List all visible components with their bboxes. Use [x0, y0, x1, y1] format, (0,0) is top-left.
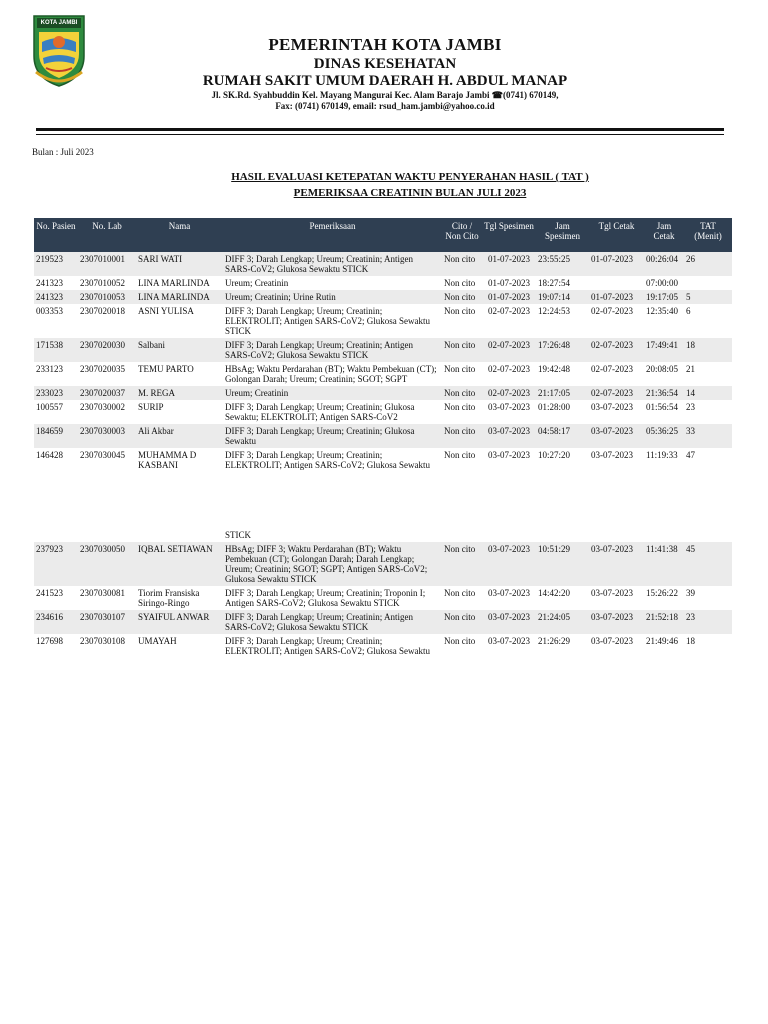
cell-tat: 5 [684, 290, 732, 304]
cell-tat: 23 [686, 402, 695, 412]
cell-pemeriksaan: DIFF 3; Darah Lengkap; Ureum; Creatinin; Glukosa Sewaktu [223, 424, 442, 448]
cell-jam-cetak: 19:17:05 [644, 290, 684, 304]
cell-tat [684, 528, 732, 542]
cell-tgl-spesimen: 03-07-2023 [482, 610, 536, 634]
cell-no-pasien: 234616 [34, 610, 78, 634]
cell-tgl-spesimen: 01-07-2023 [488, 278, 530, 288]
cell-no-lab: 2307020035 [80, 364, 125, 374]
cell-no-pasien: 146428 [36, 450, 63, 460]
cell-jam-cetak: 05:36:25 [644, 424, 684, 448]
cell-cito: Non cito [444, 636, 476, 646]
cell-pemeriksaan: DIFF 3; Darah Lengkap; Ureum; Creatinin; Troponin I; Antigen SARS-CoV2; Glukosa Sewaktu STICK [225, 588, 426, 608]
cell-no-pasien: 241323 [36, 278, 63, 288]
cell-nama: UMAYAH [138, 636, 177, 646]
cell-jam-spesimen: 10:51:29 [536, 542, 589, 586]
cell-pemeriksaan: DIFF 3; Darah Lengkap; Ureum; Creatinin; ELEKTROLIT; Antigen SARS-CoV2; Glukosa Sewaktu [225, 450, 430, 470]
cell-jam-spesimen: 21:26:29 [538, 636, 571, 646]
cell-nama: SYAIFUL ANWAR [136, 610, 223, 634]
letterhead-department: DINAS KESEHATAN [313, 56, 457, 72]
cell-tgl-cetak: 03-07-2023 [589, 610, 644, 634]
cell-cito: Non cito [442, 386, 482, 400]
cell-tat [684, 276, 732, 290]
report-subtitle: PEMERIKSAA CREATININ BULAN JULI 2023 [293, 187, 527, 199]
cell-tgl-spesimen: 03-07-2023 [482, 542, 536, 586]
cell-jam-spesimen: 01:28:00 [538, 402, 571, 412]
cell-tat: 21 [686, 364, 695, 374]
cell-no-pasien: 233023 [34, 386, 78, 400]
cell-tgl-cetak: 01-07-2023 [589, 252, 644, 276]
cell-tgl-cetak [589, 276, 644, 290]
cell-tat: 26 [684, 252, 732, 276]
table-row [34, 338, 732, 362]
table-row [34, 542, 732, 586]
col-header-cito: Cito / Non Cito [442, 218, 482, 252]
cell-cito: Non cito [444, 364, 476, 374]
cell-nama: TEMU PARTO [138, 364, 194, 374]
cell-nama: SARI WATI [136, 252, 223, 276]
cell-cito: Non cito [442, 252, 482, 276]
cell-jam-spesimen: 14:42:20 [538, 588, 571, 598]
cell-nama: LINA MARLINDA [136, 290, 223, 304]
letterhead-government: PEMERINTAH KOTA JAMBI [268, 35, 502, 54]
table-row [34, 424, 732, 448]
cell-jam-spesimen: 23:55:25 [536, 252, 589, 276]
cell-tgl-spesimen: 03-07-2023 [488, 450, 530, 460]
cell-jam-spesimen: 17:26:48 [536, 338, 589, 362]
cell-no-lab: 2307030081 [80, 588, 125, 598]
cell-tgl-spesimen: 03-07-2023 [488, 402, 530, 412]
cell-tgl-spesimen: 01-07-2023 [482, 252, 536, 276]
emblem-banner-text: KOTA JAMBI [40, 20, 78, 26]
cell-jam-spesimen: 10:27:20 [538, 450, 571, 460]
cell-pemeriksaan: HBsAg; DIFF 3; Waktu Perdarahan (BT); Waktu Pembekuan (CT); Golongan Darah; Darah Lengkap; Ureum; Creatinin; SGOT; SGPT; Antigen SARS-CoV2; Glukosa Sewaktu STICK [223, 542, 442, 586]
cell-nama: LINA MARLINDA [138, 278, 210, 288]
cell-pemeriksaan: DIFF 3; Darah Lengkap; Ureum; Creatinin; Glukosa Sewaktu; ELEKTROLIT; Antigen SARS-CoV2 [225, 402, 415, 422]
cell-jam-cetak: 15:26:22 [646, 588, 679, 598]
header-rule-thin [36, 134, 724, 135]
cell-tat: 33 [684, 424, 732, 448]
cell-no-pasien: 003353 [36, 306, 63, 316]
cell-jam-cetak: 20:08:05 [646, 364, 679, 374]
cell-tgl-spesimen [482, 528, 536, 542]
cell-cito: Non cito [444, 450, 476, 460]
cell-jam-cetak: 11:19:33 [646, 450, 678, 460]
cell-pemeriksaan: DIFF 3; Darah Lengkap; Ureum; Creatinin; Antigen SARS-CoV2; Glukosa Sewaktu STICK [223, 338, 442, 362]
col-header-no-pasien: No. Pasien [34, 218, 78, 252]
cell-tat: 45 [684, 542, 732, 586]
cell-no-lab: 2307030002 [80, 402, 125, 412]
cell-jam-spesimen [536, 528, 589, 542]
cell-jam-spesimen: 19:42:48 [538, 364, 571, 374]
cell-no-pasien: 233123 [36, 364, 63, 374]
cell-jam-cetak: 21:49:46 [646, 636, 679, 646]
cell-nama: IQBAL SETIAWAN [136, 542, 223, 586]
cell-jam-cetak: 12:35:40 [646, 306, 679, 316]
cell-tgl-cetak: 03-07-2023 [591, 450, 633, 460]
cell-nama: Salbani [136, 338, 223, 362]
cell-no-pasien [34, 528, 78, 542]
table-row [34, 586, 732, 610]
cell-tat: 18 [684, 338, 732, 362]
cell-jam-cetak: 01:56:54 [646, 402, 679, 412]
table-row [34, 400, 732, 424]
cell-jam-cetak: 21:36:54 [644, 386, 684, 400]
cell-cito: Non cito [442, 610, 482, 634]
cell-no-pasien: 184659 [34, 424, 78, 448]
cell-no-pasien: 100557 [36, 402, 63, 412]
table-row [34, 386, 732, 400]
cell-jam-cetak: 21:52:18 [644, 610, 684, 634]
table-row [34, 252, 732, 276]
cell-pemeriksaan: Ureum; Creatinin [223, 386, 442, 400]
cell-tat: 47 [686, 450, 695, 460]
cell-nama: ASNI YULISA [138, 306, 194, 316]
cell-tgl-cetak: 01-07-2023 [589, 290, 644, 304]
col-header-pemeriksaan: Pemeriksaan [223, 218, 442, 252]
cell-no-pasien: 241523 [36, 588, 63, 598]
letterhead-hospital: RUMAH SAKIT UMUM DAERAH H. ABDUL MANAP [202, 73, 568, 89]
cell-tgl-spesimen: 02-07-2023 [482, 338, 536, 362]
cell-no-lab: 2307010053 [78, 290, 136, 304]
table-row [34, 448, 732, 528]
cell-jam-spesimen: 21:17:05 [536, 386, 589, 400]
cell-tgl-cetak: 03-07-2023 [591, 636, 633, 646]
col-header-tat: TAT (Menit) [684, 218, 732, 252]
month-label: Bulan : Juli 2023 [32, 147, 94, 157]
cell-no-lab: 2307030108 [80, 636, 125, 646]
cell-jam-cetak: 07:00:00 [646, 278, 679, 288]
cell-tgl-cetak: 03-07-2023 [591, 588, 633, 598]
cell-jam-spesimen: 21:24:05 [536, 610, 589, 634]
cell-jam-spesimen: 12:24:53 [538, 306, 571, 316]
cell-no-pasien: 219523 [34, 252, 78, 276]
cell-cito: Non cito [444, 588, 476, 598]
cell-jam-cetak [644, 528, 684, 542]
cell-nama: SURIP [138, 402, 164, 412]
cell-tgl-spesimen: 01-07-2023 [482, 290, 536, 304]
cell-pemeriksaan: DIFF 3; Darah Lengkap; Ureum; Creatinin; Antigen SARS-CoV2; Glukosa Sewaktu STICK [223, 252, 442, 276]
cell-nama: Ali Akbar [136, 424, 223, 448]
tat-table [34, 218, 732, 658]
cell-no-lab: 2307030045 [80, 450, 125, 460]
cell-cito: Non cito [444, 402, 476, 412]
table-row [34, 290, 732, 304]
col-header-jam-spesimen: Jam Spesimen [536, 218, 589, 252]
kota-jambi-emblem [30, 12, 88, 88]
cell-tat: 39 [686, 588, 695, 598]
cell-tgl-cetak: 03-07-2023 [591, 402, 633, 412]
table-row [34, 634, 732, 658]
table-row [34, 362, 732, 386]
cell-tat: 18 [686, 636, 695, 646]
cell-tgl-spesimen: 03-07-2023 [488, 636, 530, 646]
cell-no-pasien: 127698 [36, 636, 63, 646]
cell-tgl-cetak [589, 528, 644, 542]
cell-tgl-spesimen: 02-07-2023 [488, 364, 530, 374]
cell-tgl-cetak: 03-07-2023 [589, 424, 644, 448]
cell-tgl-cetak: 02-07-2023 [591, 364, 633, 374]
cell-pemeriksaan: HBsAg; Waktu Perdarahan (BT); Waktu Pembekuan (CT); Golongan Darah; Ureum; Creatinin; SGOT; SGPT [225, 364, 437, 384]
cell-cito: Non cito [442, 290, 482, 304]
cell-tgl-spesimen: 02-07-2023 [488, 306, 530, 316]
cell-tgl-cetak: 02-07-2023 [589, 386, 644, 400]
cell-cito [442, 528, 482, 542]
col-header-tgl-spesimen: Tgl Spesimen [482, 218, 536, 252]
cell-no-lab: 2307010052 [80, 278, 125, 288]
cell-nama: MUHAMMA D KASBANI [138, 450, 197, 470]
cell-no-lab: 2307020018 [80, 306, 125, 316]
cell-tat: 14 [684, 386, 732, 400]
table-row [34, 610, 732, 634]
cell-no-lab: 2307020030 [78, 338, 136, 362]
cell-tgl-spesimen: 03-07-2023 [488, 588, 530, 598]
table-header-row [34, 218, 732, 252]
cell-jam-cetak: 17:49:41 [644, 338, 684, 362]
cell-cito: Non cito [444, 306, 476, 316]
cell-nama [136, 528, 223, 542]
table-row [34, 528, 732, 542]
cell-cito: Non cito [442, 338, 482, 362]
col-header-no-lab: No. Lab [78, 218, 136, 252]
header-rule-thick [36, 128, 724, 131]
cell-pemeriksaan: STICK [225, 530, 252, 540]
cell-tat: 6 [686, 306, 691, 316]
cell-no-pasien: 237923 [34, 542, 78, 586]
cell-cito: Non cito [442, 542, 482, 586]
letterhead-address: Jl. SK.Rd. Syahbuddin Kel. Mayang Mangurai Kec. Alam Barajo Jambi ☎(0741) 670149, [211, 90, 559, 100]
col-header-nama: Nama [136, 218, 223, 252]
cell-pemeriksaan: DIFF 3; Darah Lengkap; Ureum; Creatinin; ELEKTROLIT; Antigen SARS-CoV2; Glukosa Sewaktu [225, 636, 430, 656]
cell-jam-spesimen: 18:27:54 [538, 278, 571, 288]
cell-no-lab: 2307030003 [78, 424, 136, 448]
letterhead-contact: Fax: (0741) 670149, email: rsud_ham.jambi@yahoo.co.id [275, 101, 495, 111]
cell-tgl-cetak: 03-07-2023 [589, 542, 644, 586]
cell-no-lab: 2307010001 [78, 252, 136, 276]
cell-no-lab [78, 528, 136, 542]
cell-pemeriksaan: DIFF 3; Darah Lengkap; Ureum; Creatinin; Antigen SARS-CoV2; Glukosa Sewaktu STICK [223, 610, 442, 634]
cell-jam-cetak: 00:26:04 [644, 252, 684, 276]
letterhead [170, 34, 600, 112]
cell-pemeriksaan: Ureum; Creatinin; Urine Rutin [223, 290, 442, 304]
cell-no-pasien: 171538 [34, 338, 78, 362]
col-header-jam-cetak: Jam Cetak [644, 218, 684, 252]
cell-tgl-spesimen: 02-07-2023 [482, 386, 536, 400]
cell-no-pasien: 241323 [34, 290, 78, 304]
cell-tgl-cetak: 02-07-2023 [591, 306, 633, 316]
cell-tgl-cetak: 02-07-2023 [589, 338, 644, 362]
cell-cito: Non cito [442, 424, 482, 448]
report-title: HASIL EVALUASI KETEPATAN WAKTU PENYERAHAN HASIL ( TAT ) [231, 171, 589, 183]
cell-pemeriksaan: DIFF 3; Darah Lengkap; Ureum; Creatinin; ELEKTROLIT; Antigen SARS-CoV2; Glukosa Sewaktu STICK [225, 306, 430, 336]
cell-tat: 23 [684, 610, 732, 634]
cell-no-lab: 2307030050 [78, 542, 136, 586]
cell-no-lab: 2307030107 [78, 610, 136, 634]
cell-jam-spesimen: 19:07:14 [536, 290, 589, 304]
table-row [34, 304, 732, 338]
cell-nama: M. REGA [136, 386, 223, 400]
cell-no-lab: 2307020037 [78, 386, 136, 400]
col-header-tgl-cetak: Tgl Cetak [589, 218, 644, 252]
cell-cito: Non cito [444, 278, 476, 288]
cell-tgl-spesimen: 03-07-2023 [482, 424, 536, 448]
cell-jam-spesimen: 04:58:17 [536, 424, 589, 448]
cell-pemeriksaan: Ureum; Creatinin [225, 278, 289, 288]
cell-jam-cetak: 11:41:38 [644, 542, 684, 586]
cell-nama: Tiorim Fransiska Siringo-Ringo [138, 588, 200, 608]
table-row [34, 276, 732, 290]
